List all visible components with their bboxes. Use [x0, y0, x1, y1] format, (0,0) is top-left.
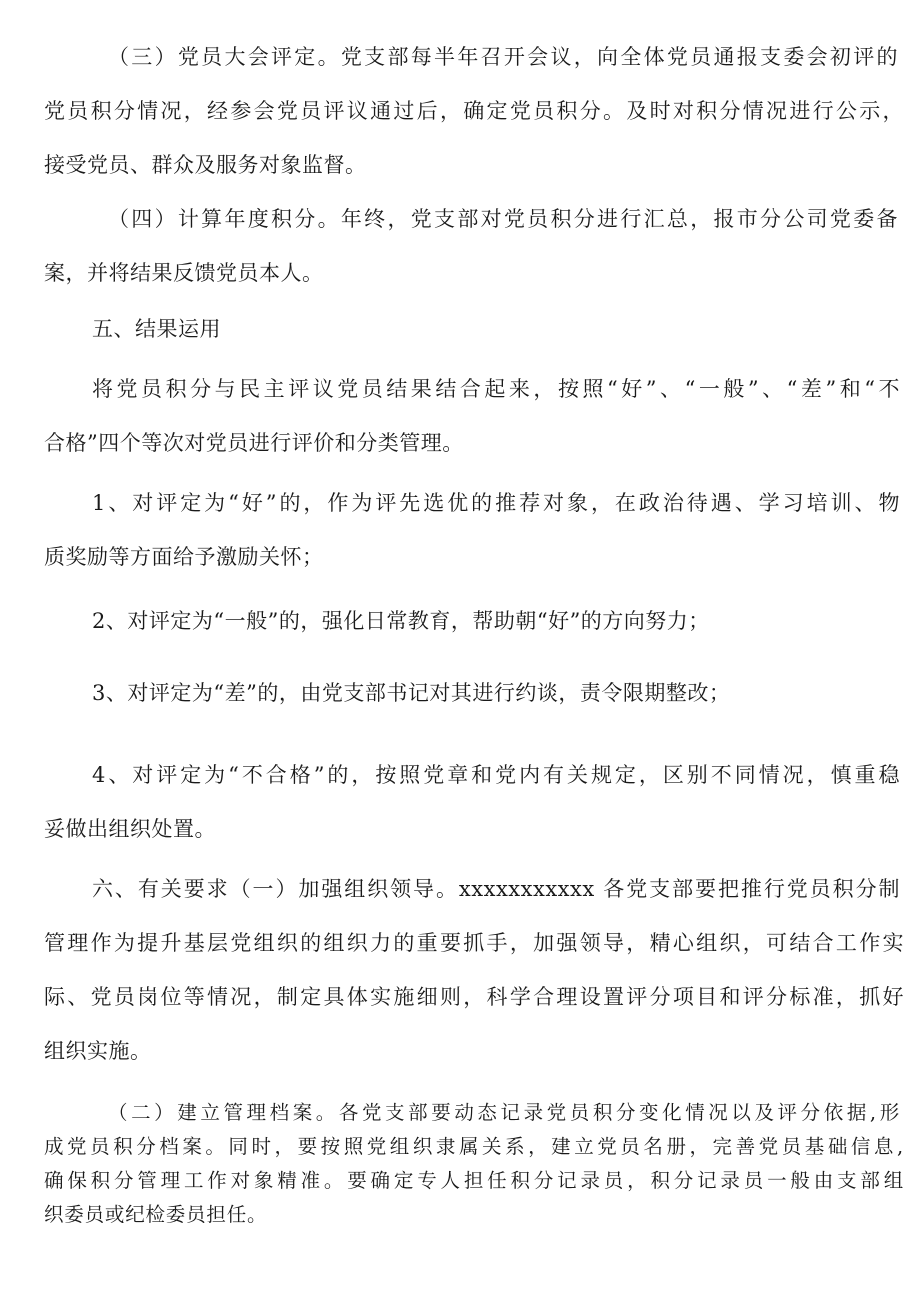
list-item-line: 3、对评定为“差”的，由党支部书记对其进行约谈，责令限期整改；	[92, 681, 731, 705]
paragraph-line: 将党员积分与民主评议党员结果结合起来，按照“好”、“一般”、“差”和“不	[92, 377, 900, 401]
paragraph-line: （四）计算年度积分。年终，党支部对党员积分进行汇总，报市分公司党委备	[108, 207, 898, 231]
section-heading: 六、有关要求（一）加强组织领导。xxxxxxxxxxx 各党支部要把推行党员积分制	[92, 877, 900, 901]
paragraph-line: （三）党员大会评定。党支部每半年召开会议，向全体党员通报支委会初评的	[108, 45, 898, 69]
list-item-line: 1、对评定为“好”的，作为评先选优的推荐对象，在政治待遇、学习培训、物	[92, 491, 900, 515]
paragraph-line: 织委员或纪检委员担任。	[44, 1203, 268, 1226]
paragraph-line: 接受党员、群众及服务对象监督。	[44, 153, 367, 177]
list-item-line: 2、对评定为“一般”的，强化日常教育，帮助朝“好”的方向努力；	[92, 609, 710, 633]
paragraph-line: 际、党员岗位等情况，制定具体实施细则，科学合理设置评分项目和评分标准，抓好	[44, 985, 904, 1009]
paragraph-line: 管理作为提升基层党组织的组织力的重要抓手，加强领导，精心组织，可结合工作实	[44, 931, 904, 955]
list-item-line: 妥做出组织处置。	[44, 817, 216, 841]
paragraph-line: 确保积分管理工作对象精准。要确定专人担任积分记录员，积分记录员一般由支部组	[44, 1169, 904, 1192]
list-item-line: 质奖励等方面给予激励关怀；	[44, 545, 324, 569]
paragraph-line: 案，并将结果反馈党员本人。	[44, 261, 324, 285]
paragraph-line: （二）建立管理档案。各党支部要动态记录党员积分变化情况以及评分依据,形	[108, 1101, 900, 1124]
section-heading: 五、结果运用	[92, 317, 221, 341]
paragraph-line: 组织实施。	[44, 1039, 152, 1063]
paragraph-line: 成党员积分档案。同时，要按照党组织隶属关系，建立党员名册，完善党员基础信息,	[44, 1135, 904, 1158]
list-item-line: 4、对评定为“不合格”的，按照党章和党内有关规定，区别不同情况，慎重稳	[92, 763, 900, 787]
paragraph-line: 党员积分情况，经参会党员评议通过后，确定党员积分。及时对积分情况进行公示，	[44, 99, 904, 123]
paragraph-line: 合格”四个等次对党员进行评价和分类管理。	[44, 431, 464, 455]
